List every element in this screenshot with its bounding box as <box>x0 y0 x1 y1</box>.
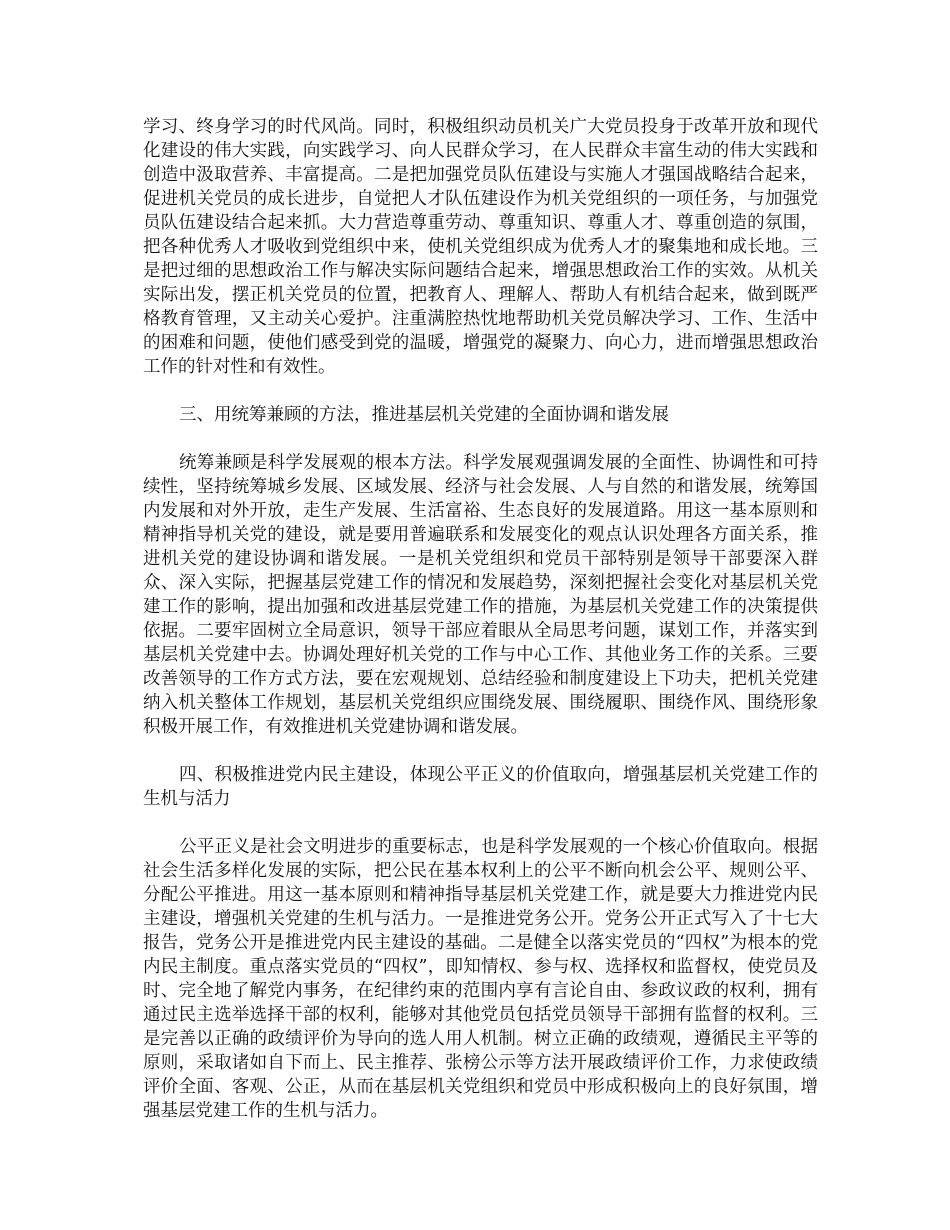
paragraph-intra-party-democracy: 公平正义是社会文明进步的重要标志，也是科学发展观的一个核心价值取向。根据社会生活多样化发展的实际，把公民在基本权利上的公平不断向机会公平、规则公平、分配公平推进。用这一基本原则和精神指导基层机关党建工作，就是要大力推进党内民主建设，增强机关党建的生机与活力。一是推进党务公开。党务公开正式写入了十七大报告，党务公开是推进党内民主建设的基础。二是健全以落实党员的“四权”为根本的党内民主制度。重点落实党员的“四权”，即知情权、参与权、选择权和监督权，使党员及时、完全地了解党内事务，在纪律约束的范围内享有言论自由、参政议政的权利，拥有通过民主选举选择干部的权利，能够对其他党员包括党员领导干部拥有监督的权利。三是完善以正确的政绩评价为导向的选人用人机制。树立正确的政绩观，遵循民主平等的原则，采取诸如自下而上、民主推荐、张榜公示等方法开展政绩评价工作，力求使政绩评价全面、客观、公正，从而在基层机关党组织和党员中形成积极向上的良好氛围，增强基层党建工作的生机与活力。 <box>143 837 818 1121</box>
paragraph-spacer <box>143 811 818 835</box>
paragraph-party-member-education: 学习、终身学习的时代风尚。同时，积极组织动员机关广大党员投身于改革开放和现代化建设的伟大实践，向实践学习、向人民群众学习，在人民群众丰富生动的伟大实践和创造中汲取营养、丰富提高。二是把加强党员队伍建设与实施人才强国战略结合起来，促进机关党员的成长进步，自觉把人才队伍建设作为机关党组织的一项任务，与加强党员队伍建设结合起来抓。大力营造尊重劳动、尊重知识、尊重人才、尊重创造的氛围，把各种优秀人才吸收到党组织中来，使机关党组织成为优秀人才的聚集地和成长地。三是把过细的思想政治工作与解决实际问题结合起来，增强思想政治工作的实效。从机关实际出发，摆正机关党员的位置，把教育人、理解人、帮助人有机结合起来，做到既严格教育管理，又主动关心爱护。注重满腔热忱地帮助机关党员解决学习、工作、生活中的困难和问题，使他们感受到党的温暖，增强党的凝聚力、向心力，进而增强思想政治工作的针对性和有效性。 <box>143 117 818 377</box>
section-heading-3: 三、用统筹兼顾的方法，推进基层机关党建的全面协调和谐发展 <box>179 405 669 425</box>
paragraph-spacer <box>143 427 818 451</box>
paragraph-spacer <box>143 379 818 403</box>
document-page <box>143 115 818 1123</box>
paragraph-overall-planning: 统筹兼顾是科学发展观的根本方法。科学发展观强调发展的全面性、协调性和可持续性，坚持统筹城乡发展、区域发展、经济与社会发展、人与自然的和谐发展，统筹国内发展和对外开放，走生产发展、生活富裕、生态良好的发展道路。用这一基本原则和精神指导机关党的建设，就是要用普遍联系和发展变化的观点认识处理各方面关系，推进机关党的建设协调和谐发展。一是机关党组织和党员干部特别是领导干部要深入群众、深入实际，把握基层党建工作的情况和发展趋势，深刻把握社会变化对基层机关党建工作的影响，提出加强和改进基层党建工作的措施，为基层机关党建工作的决策提供依据。二要牢固树立全局意识，领导干部应着眼从全局思考问题，谋划工作，并落实到基层机关党建中去。协调处理好机关党的工作与中心工作、其他业务工作的关系。三要改善领导的工作方式方法，要在宏观规划、总结经验和制度建设上下功夫，把机关党建纳入机关整体工作规划，基层机关党组织应围绕发展、围绕履职、围绕作风、围绕形象积极开展工作，有效推进机关党建协调和谐发展。 <box>143 453 818 737</box>
section-heading-4: 四、积极推进党内民主建设，体现公平正义的价值取向，增强基层机关党建工作的生机与活力 <box>143 765 818 809</box>
paragraph-spacer <box>143 739 818 763</box>
